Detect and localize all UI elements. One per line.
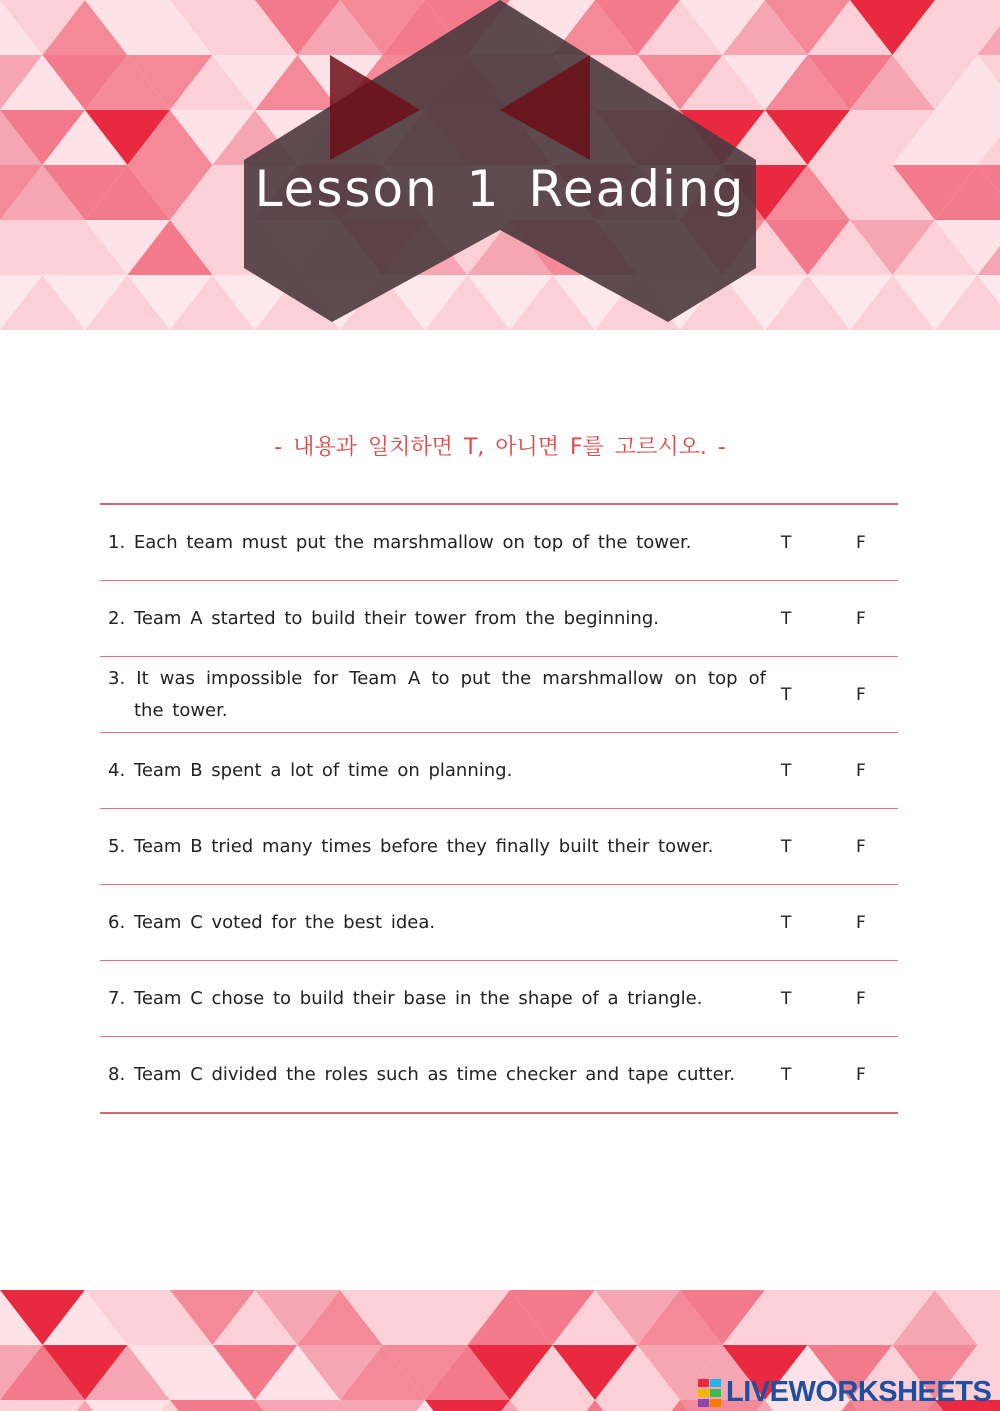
pattern-triangle (510, 1400, 595, 1411)
true-option[interactable]: T (781, 684, 792, 705)
question-row (100, 961, 898, 1037)
true-option[interactable]: T (781, 760, 792, 781)
liveworksheets-logo-icon (698, 1379, 722, 1407)
false-option[interactable]: F (856, 988, 866, 1009)
true-option[interactable]: T (781, 836, 792, 857)
question-row (100, 505, 898, 581)
question-text: 7. Team C chose to build their base in the shape of a triangle. (108, 987, 703, 1009)
instruction-text: - 내용과 일치하면 T, 아니면 F를 고르시오. - (274, 435, 726, 460)
pattern-triangle (170, 1400, 255, 1411)
true-option[interactable]: T (781, 912, 792, 933)
true-option[interactable]: T (781, 608, 792, 629)
false-option[interactable]: F (856, 912, 866, 933)
false-option[interactable]: F (856, 1064, 866, 1085)
question-text: 4. Team B spent a lot of time on planning. (108, 759, 513, 781)
liveworksheets-logo (698, 1376, 991, 1409)
question-text: 3. It was impossible for Team A to put the marshmallow on top of the tower. (108, 667, 766, 721)
question-text: 1. Each team must put the marshmallow on top of the tower. (108, 531, 692, 553)
question-row (100, 1037, 898, 1114)
true-option[interactable]: T (781, 988, 792, 1009)
false-option[interactable]: F (856, 684, 866, 705)
question-row (100, 809, 898, 885)
question-row (100, 885, 898, 961)
pattern-triangle (595, 1400, 680, 1411)
pattern-triangle (255, 1400, 340, 1411)
question-text: 6. Team C voted for the best idea. (108, 911, 436, 933)
question-text: 8. Team C divided the roles such as time checker and tape cutter. (108, 1063, 736, 1085)
pattern-triangle (0, 1400, 85, 1411)
false-option[interactable]: F (856, 532, 866, 553)
question-table (100, 503, 898, 1114)
true-option[interactable]: T (781, 532, 792, 553)
question-text: 5. Team B tried many times before they finally built their tower. (108, 835, 714, 857)
question-row (100, 581, 898, 657)
question-row (100, 657, 898, 733)
liveworksheets-brand: LIVEWORKSHEETS (726, 1376, 992, 1408)
false-option[interactable]: F (856, 608, 866, 629)
false-option[interactable]: F (856, 760, 866, 781)
false-option[interactable]: F (856, 836, 866, 857)
page-title: Lesson 1 Reading (254, 160, 746, 218)
question-text: 2. Team A started to build their tower from the beginning. (108, 607, 659, 629)
pattern-triangle (85, 1400, 170, 1411)
pattern-triangle (340, 1400, 425, 1411)
true-option[interactable]: T (781, 1064, 792, 1085)
question-row (100, 733, 898, 809)
pattern-triangle (425, 1400, 510, 1411)
